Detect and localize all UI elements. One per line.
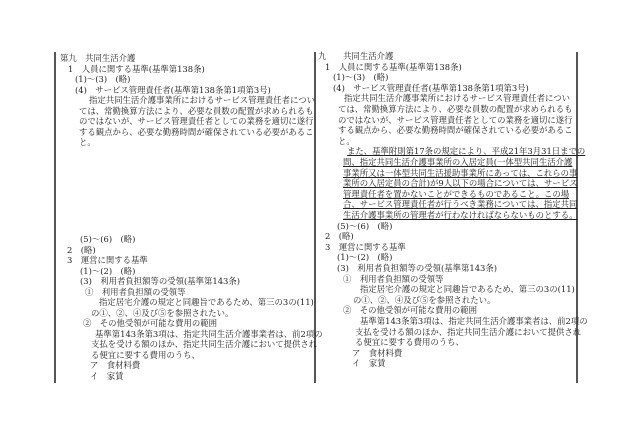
text-line: ア 食材料費 xyxy=(352,347,403,358)
text-line: (5)～(6) (略) xyxy=(80,234,136,244)
text-line: と。 xyxy=(338,135,355,146)
text-line: イ 家賃 xyxy=(352,358,386,369)
text-line: (5)～(6) (略) xyxy=(337,220,393,231)
text-line: と。 xyxy=(79,137,96,147)
text-line: 九 共同生活介護 xyxy=(318,51,394,61)
text-line: ② その他受領が可能な費用の範囲 xyxy=(83,318,217,328)
amended-text-line: 業所の入居定員の合計)が9人以下の場合については、サービス xyxy=(343,178,578,189)
text-line: (3) 利用者負担額等の受領(基準第143条) xyxy=(337,263,498,273)
text-line: (1)～(2) (略) xyxy=(80,265,136,276)
text-line: (4) サービス管理責任者(基準第138条第1項第3号) xyxy=(75,84,271,95)
amended-text-line: 管理責任者を置かないことができるものであること。この場 xyxy=(343,188,570,199)
amended-text-line: 間、指定共同生活介護事業所の入居定員(一体型共同生活介護 xyxy=(343,157,573,167)
text-line: 第九 共同生活介護 xyxy=(60,53,136,63)
text-line: る便宜に要する費用のうち、 xyxy=(91,349,200,360)
text-line: (1)～(3) (略) xyxy=(75,74,131,84)
text-line: のではないが、サービス管理責任者としての業務を適切に遂行 xyxy=(338,114,573,125)
text-line: 指定居宅介護の規定と同趣旨であるため、第三の3の(11) xyxy=(360,284,575,295)
column-divider-left xyxy=(54,52,56,383)
amended-text-line: 合、サービス管理責任者が行うべき業務については、指定共同 xyxy=(343,199,578,210)
text-line: ア 食材料費 xyxy=(90,360,141,370)
amended-text-line: また、基準附則第17条の規定により、平成21年3月31日までの xyxy=(347,146,586,157)
text-line: 基準第143条第3項は、指定共同生活介護事業者は、前2項の xyxy=(360,316,588,326)
text-line: ① 利用者負担額の受領等 xyxy=(85,286,186,297)
text-line: 指定共同生活介護事業所におけるサービス管理責任者につい xyxy=(344,93,570,104)
text-line: 2 (略) xyxy=(67,244,96,255)
text-line: 基準第143条第3項は、指定共同生活介護事業者は、前2項の xyxy=(95,328,323,339)
text-line: (3) 利用者負担額等の受領(基準第143条) xyxy=(80,276,241,286)
text-line: 支払を受ける額のほか、指定共同生活介護において提供され xyxy=(355,326,582,337)
text-line: 3 運営に関する基準 xyxy=(67,255,148,265)
text-line: (1)～(2) (略) xyxy=(337,252,393,263)
text-line: (1)～(3) (略) xyxy=(333,72,389,83)
text-line: ② その他受領が可能な費用の範囲 xyxy=(343,305,477,316)
text-line: ては、常勤換算方法により、必要な員数の配置が求められるも xyxy=(338,104,573,114)
text-line: 指定共同生活介護事業所におけるサービス管理責任者につい xyxy=(89,95,315,105)
amended-text-line: 生活介護事業所の管理者が行わなければならないものとする。 xyxy=(343,210,578,220)
text-line: る便宜に要する費用のうち、 xyxy=(355,337,464,348)
text-line: する観点から、必要な勤務時間が確保されている必要があるこ xyxy=(338,125,573,136)
amended-text-line: 事業所又は一体型共同生活援助事業所にあっては、これらの事 xyxy=(343,167,578,178)
text-line: イ 家賃 xyxy=(90,370,124,381)
text-line: (4) サービス管理責任者(基準第138条第1項第3号) xyxy=(333,82,529,93)
text-line: 3 運営に関する基準 xyxy=(325,241,406,252)
text-line: する観点から、必要な勤務時間が確保されている必要があるこ xyxy=(79,126,314,137)
text-line: 1 人員に関する基準(基準第138条) xyxy=(68,63,205,74)
text-line: のではないが、サービス管理責任者としての業務を適切に遂行 xyxy=(79,116,314,126)
text-line: 支払を受ける額のほか、指定共同生活介護において提供され xyxy=(91,339,318,349)
text-line: の①、②、④及び⑤を参照されたい。 xyxy=(353,294,496,305)
text-line: 指定居宅介護の規定と同趣旨であるため、第三の3の(11) xyxy=(99,297,314,307)
text-line: 1 人員に関する基準(基準第138条) xyxy=(325,61,462,72)
text-line: ては、常勤換算方法により、必要な員数の配置が求められるも xyxy=(79,105,314,116)
text-line: ① 利用者負担額の受領等 xyxy=(343,273,444,284)
text-line: 2 (略) xyxy=(325,231,354,242)
text-line: の①、②、④及び⑤を参照されたい。 xyxy=(91,307,234,318)
